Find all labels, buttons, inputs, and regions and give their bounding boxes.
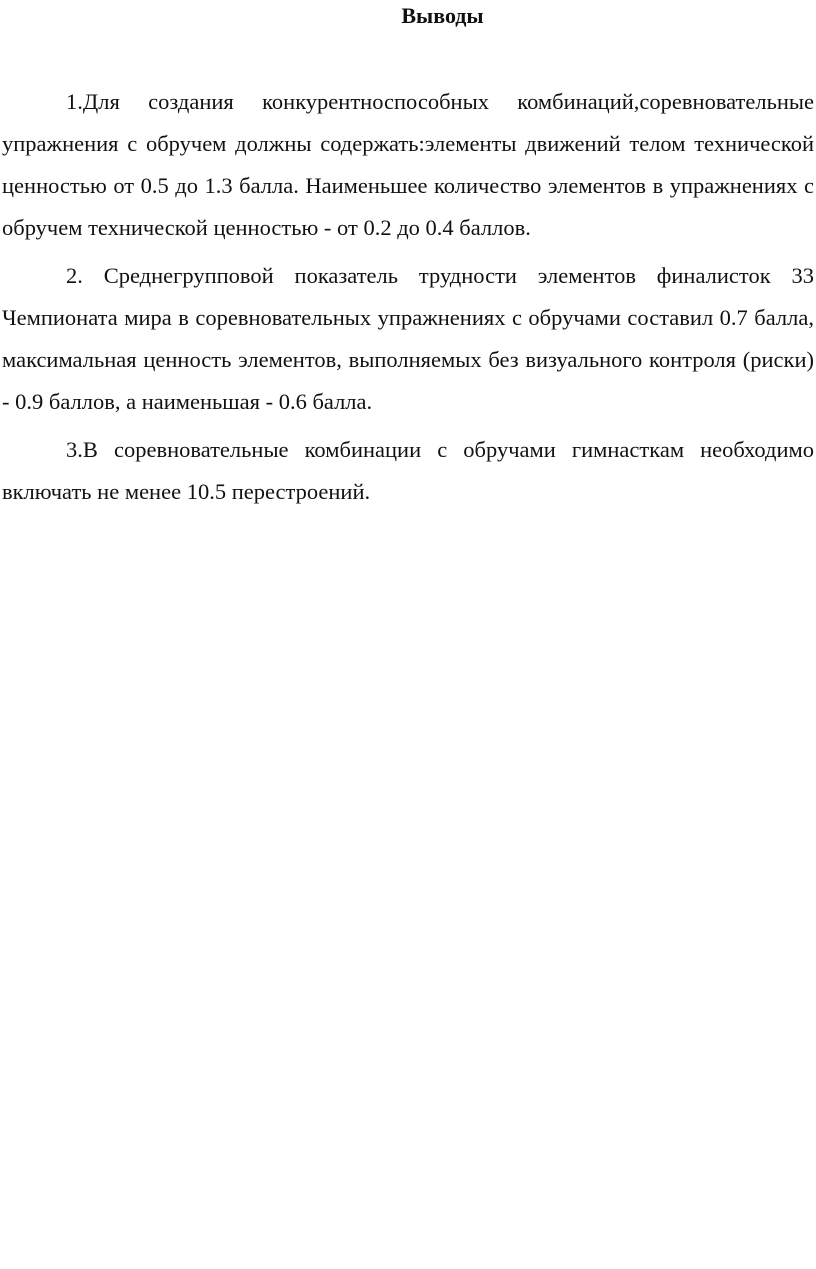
conclusions-body: [2, 81, 814, 519]
conclusion-paragraph-1: 1.Для создания конкурентноспособных комбинаций,соревновательные упражнения с обручем должны содержать:элементы движений телом технической ценностью от 0.5 до 1.3 балла. Наименьшее количество элементов в упражнениях с обручем технической ценностью - от 0.2 до 0.4 баллов.: [2, 89, 814, 240]
conclusion-paragraph-3: 3.В соревновательные комбинации с обручами гимнасткам необходимо включать не менее 10.5 перестроений.: [2, 437, 814, 504]
page-title: Выводы: [401, 3, 484, 28]
conclusion-paragraph-2: 2. Среднегрупповой показатель трудности элементов финалисток 33 Чемпионата мира в соревновательных упражнениях с обручами составил 0.7 балла, максимальная ценность элементов, выполняемых без визуального контроля (риски) - 0.9 баллов, а наименьшая - 0.6 балла.: [2, 263, 814, 414]
